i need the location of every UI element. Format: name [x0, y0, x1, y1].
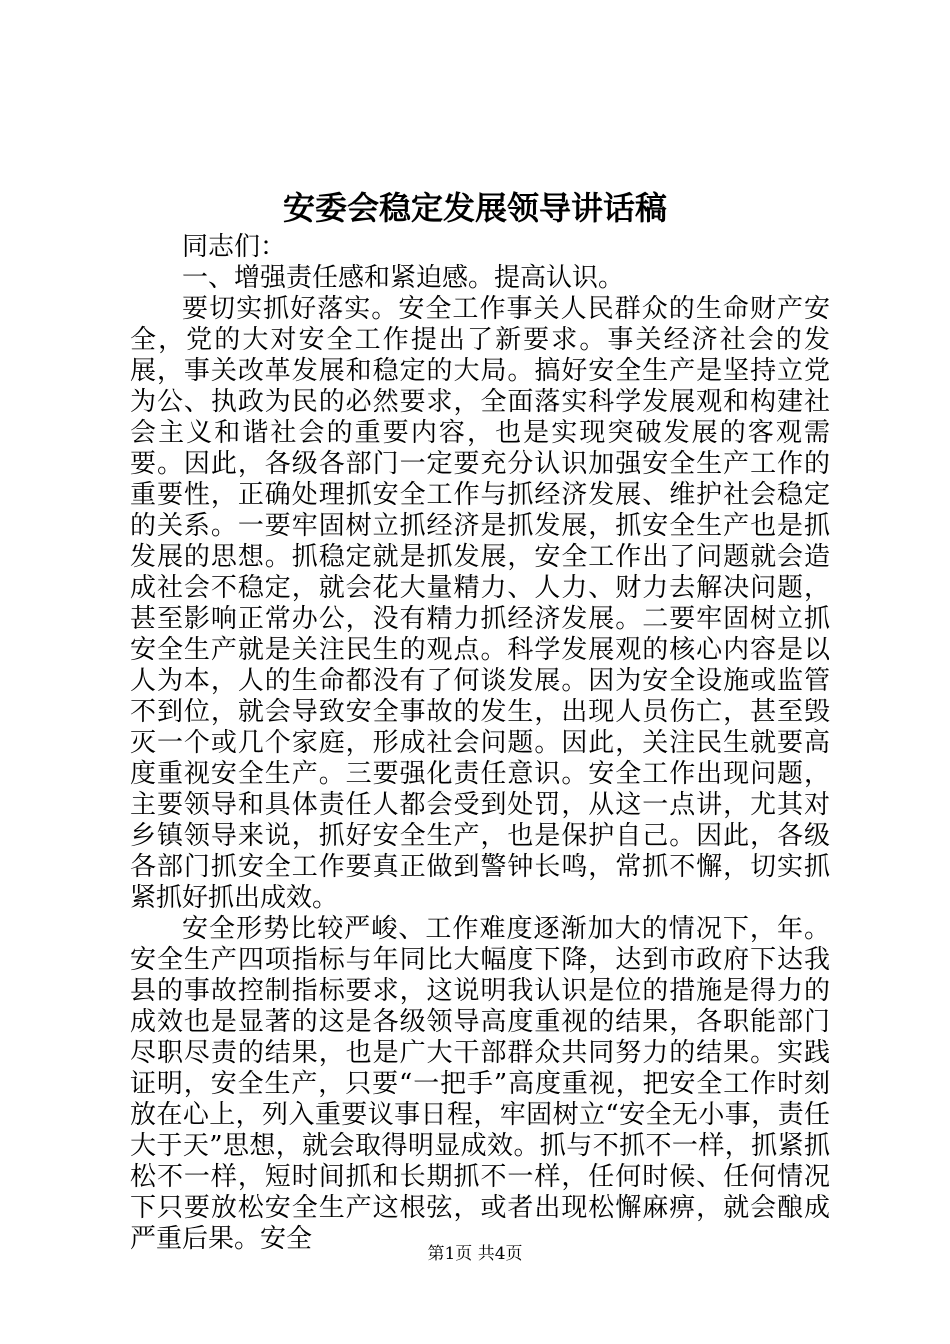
section-heading-paragraph: 一、增强责任感和紧迫感。提高认识。: [182, 263, 625, 293]
body-paragraph: 要切实抓好落实。安全工作事关人民群众的生命财产安全，党的大对安全工作提出了新要求。事关经济社会的发展，事关改革发展和稳定的大局。搞好安全生产是坚持立党为公、执政为民的必然要求，全面落实科学发展观和构建社会主义和谐社会的重要内容，也是实现突破发展的客观需要。因此，各级各部门一定要充分认识加强安全生产工作的重要性，正确处理抓安全工作与抓经济发展、维护社会稳定的关系。一要牢固树立抓经济是抓发展，抓安全生产也是抓发展的思想。抓稳定就是抓发展，安全工作出了问题就会造成社会不稳定，就会花大量精力、人力、财力去解决问题，甚至影响正常办公，没有精力抓经济发展。二要牢固树立抓安全生产就是关注民生的观点。科学发展观的核心内容是以人为本，人的生命都没有了何谈发展。因为安全设施或监管不到位，就会导致安全事故的发生，出现人员伤亡，甚至毁灭一个或几个家庭，形成社会问题。因此，关注民生就要高度重视安全生产。三要强化责任意识。安全工作出现问题，主要领导和具体责任人都会受到处罚，从这一点讲，尤其对乡镇领导来说，抓好安全生产，也是保护自己。因此，各级各部门抓安全工作要真正做到警钟长鸣，常抓不懈，切实抓紧抓好抓出成效。: [130, 294, 830, 913]
document-title: 安委会稳定发展领导讲话稿: [282, 189, 667, 227]
document-body: [130, 232, 830, 1255]
salutation-paragraph: 同志们：: [182, 232, 287, 262]
page-number-footer: 第1页 共4页: [427, 1244, 523, 1264]
body-paragraph: 安全形势比较严峻、工作难度逐渐加大的情况下，年。安全生产四项指标与年同比大幅度下降，达到市政府下达我县的事故控制指标要求，这说明我认识是位的措施是得力的成效也是显著的这是各级领导高度重视的结果，各职能部门尽职尽责的结果，也是广大干部群众共同努力的结果。实践证明，安全生产，只要“一把手”高度重视，把安全工作时刻放在心上，列入重要议事日程，牢固树立“安全无小事，责任大于天”思想，就会取得明显成效。抓与不抓不一样，抓紧抓松不一样，短时间抓和长期抓不一样，任何时候、任何情况下只要放松安全生产这根弦，或者出现松懈麻痹，就会酿成严重后果。安全: [130, 914, 830, 1254]
